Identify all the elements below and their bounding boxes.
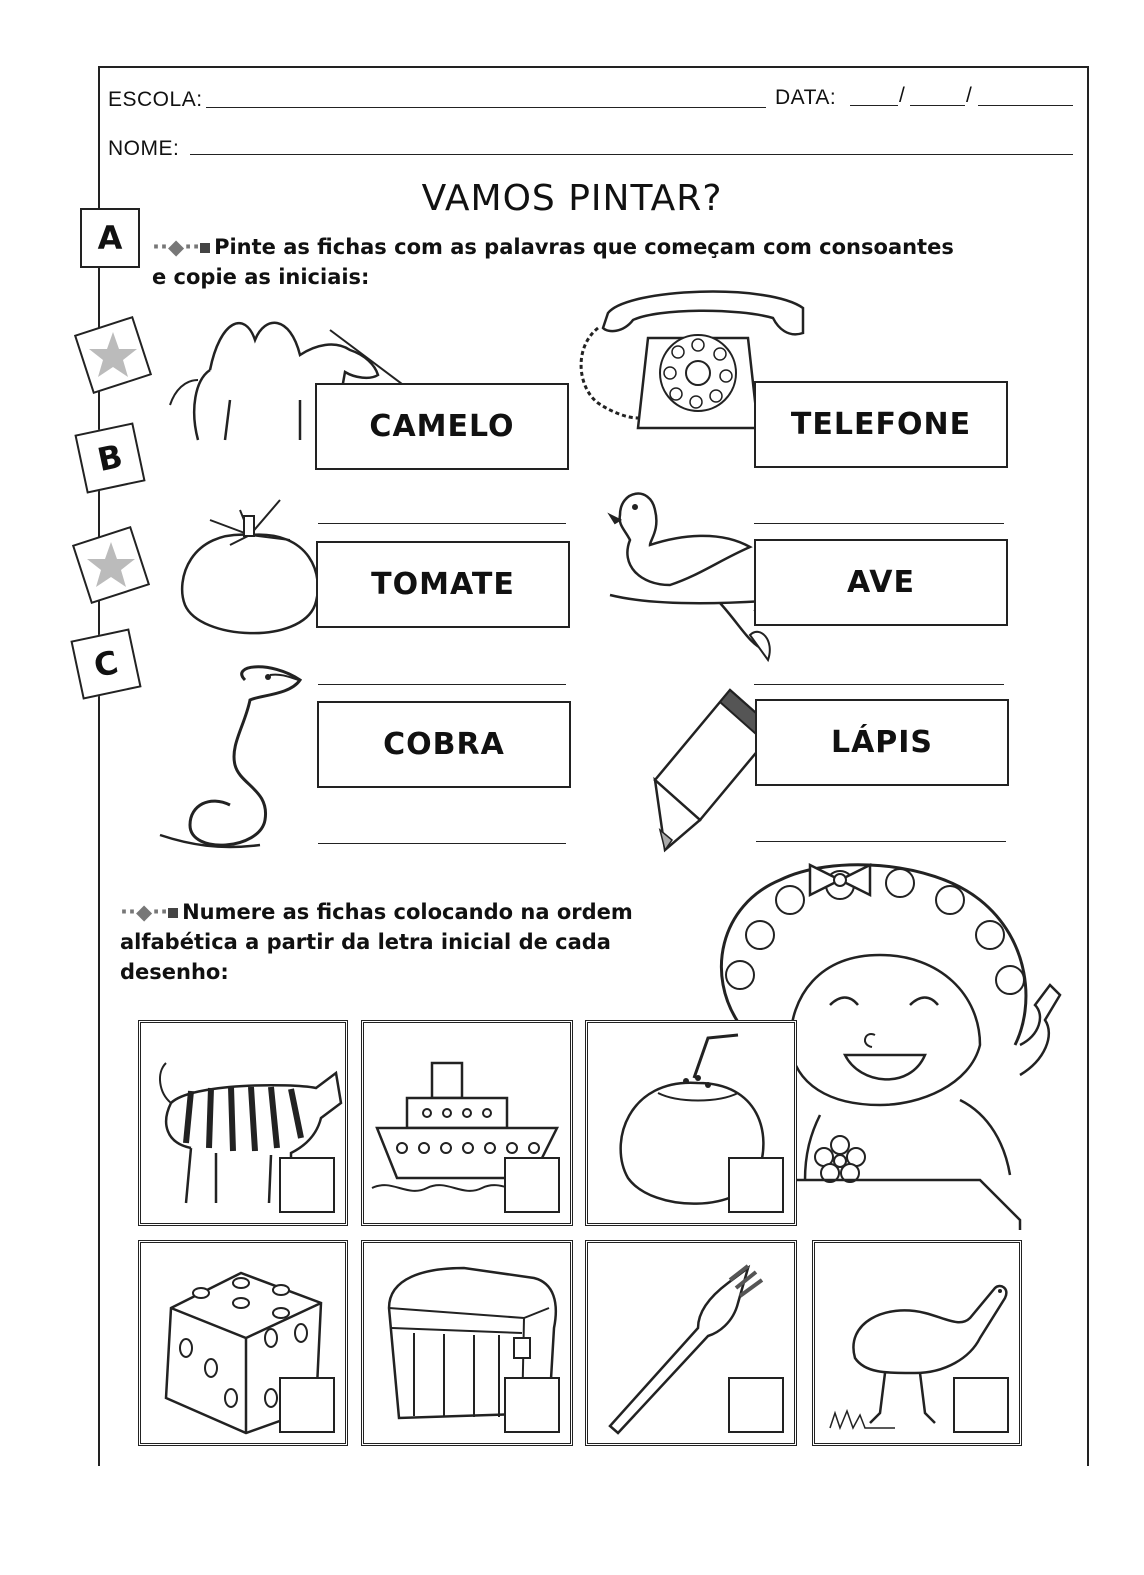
star-tile-icon <box>66 520 156 610</box>
word-card-ave[interactable]: AVE <box>754 539 1008 626</box>
school-field[interactable] <box>206 107 766 108</box>
card-emu[interactable] <box>812 1240 1022 1446</box>
name-label: NOME: <box>108 137 180 160</box>
page-title: VAMOS PINTAR? <box>421 178 723 219</box>
snake-icon <box>150 655 320 865</box>
star-tile-icon <box>68 310 158 400</box>
side-letter-c: C <box>70 628 141 699</box>
card-chest[interactable] <box>361 1240 573 1446</box>
word-card-telefone[interactable]: TELEFONE <box>754 381 1008 468</box>
date-year-field[interactable] <box>978 105 1073 106</box>
number-box[interactable] <box>728 1157 784 1213</box>
instruction-1: ··◆·· Pinte as fichas com as palavras que começam com consoantes e copie as iniciais: <box>152 235 954 289</box>
tomato-icon <box>170 490 330 650</box>
answer-line-telefone[interactable] <box>754 523 1004 524</box>
card-fork[interactable] <box>585 1240 797 1446</box>
side-letter-a: A <box>80 208 140 268</box>
date-separator: / <box>899 84 906 107</box>
date-label: DATA: <box>775 86 837 109</box>
card-coconut[interactable] <box>585 1020 797 1226</box>
side-letter-b: B <box>74 422 145 493</box>
school-label: ESCOLA: <box>108 88 203 111</box>
instruction-2: ··◆·· Numere as fichas colocando na ordem alfabética a partir da letra inicial de cada desenho: <box>120 900 633 984</box>
answer-line-camelo[interactable] <box>318 523 566 524</box>
answer-line-tomate[interactable] <box>318 684 566 685</box>
desk-icon <box>795 1175 1025 1235</box>
card-dice[interactable] <box>138 1240 348 1446</box>
answer-line-cobra[interactable] <box>318 843 566 844</box>
word-card-camelo[interactable]: CAMELO <box>315 383 569 470</box>
number-box[interactable] <box>504 1157 560 1213</box>
number-box[interactable] <box>279 1157 335 1213</box>
word-card-tomate[interactable]: TOMATE <box>316 541 570 628</box>
word-card-cobra[interactable]: COBRA <box>317 701 571 788</box>
card-ship[interactable] <box>361 1020 573 1226</box>
answer-line-ave[interactable] <box>754 684 1004 685</box>
card-zebra[interactable] <box>138 1020 348 1226</box>
word-card-lapis[interactable]: LÁPIS <box>755 699 1009 786</box>
name-field[interactable] <box>190 154 1073 155</box>
number-box[interactable] <box>953 1377 1009 1433</box>
number-box[interactable] <box>504 1377 560 1433</box>
number-box[interactable] <box>279 1377 335 1433</box>
number-box[interactable] <box>728 1377 784 1433</box>
date-month-field[interactable] <box>910 105 965 106</box>
date-day-field[interactable] <box>850 105 898 106</box>
answer-line-lapis[interactable] <box>756 841 1006 842</box>
date-separator: / <box>966 84 973 107</box>
